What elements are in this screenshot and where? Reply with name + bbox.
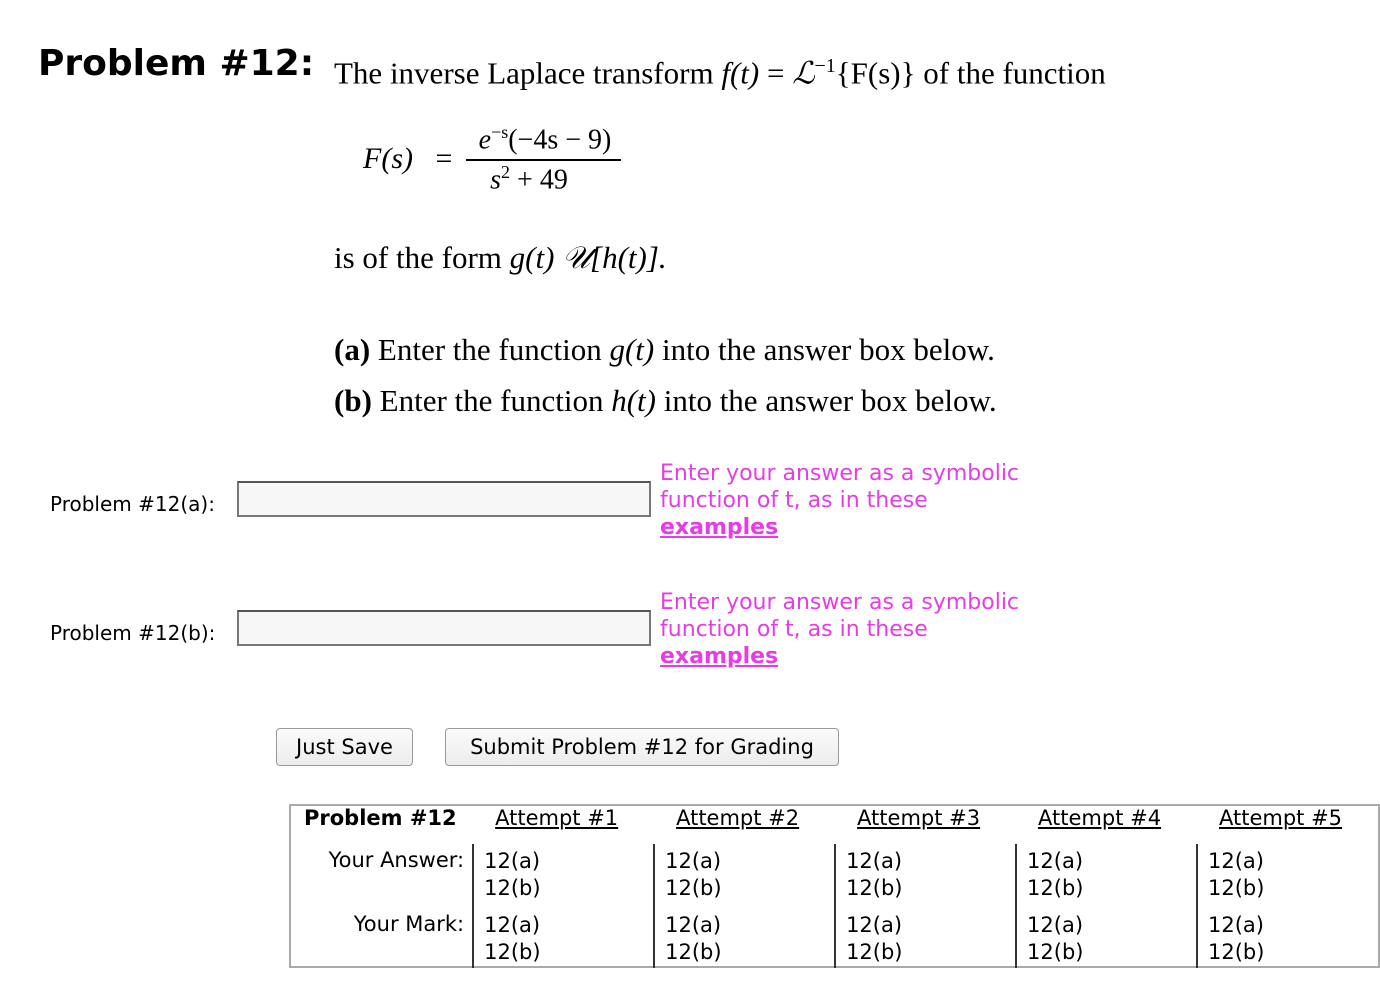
attempt-5-header[interactable]: Attempt #5: [1219, 806, 1343, 830]
attempt-3-answer: [835, 844, 1016, 912]
attempt-3-answer-b: 12(b): [846, 876, 903, 900]
part-a-text-post: into the answer box below.: [661, 332, 995, 367]
intro-text: The inverse Laplace transform: [334, 55, 714, 91]
part-a-instruction: [334, 332, 995, 368]
formula-numerator: [467, 122, 623, 156]
part-a-text-pre: Enter the function: [377, 332, 602, 367]
laplace-symbol: ℒ: [792, 55, 815, 91]
attempt-3-header[interactable]: Attempt #3: [857, 806, 981, 830]
attempt-3-mark: [835, 912, 1016, 967]
part-b-instruction: [334, 383, 997, 419]
part-b-text-post: into the answer box below.: [663, 383, 997, 418]
num-base: e: [478, 124, 492, 156]
attempt-5-mark-a: 12(a): [1208, 913, 1264, 937]
form-text: is of the form: [334, 240, 502, 275]
attempt-1-mark-a: 12(a): [484, 913, 541, 937]
just-save-button[interactable]: Just Save: [276, 728, 413, 766]
attempt-1-mark-b: 12(b): [484, 940, 541, 964]
attempt-2-mark-b: 12(b): [665, 940, 722, 964]
form-expr: g(t) 𝒰[h(t)].: [509, 240, 667, 275]
attempt-5-answer: [1197, 844, 1379, 912]
attempts-table: [289, 804, 1380, 968]
attempt-1-answer-a: 12(a): [484, 849, 541, 873]
attempt-4-mark: [1016, 912, 1197, 967]
attempt-5-mark-b: 12(b): [1208, 940, 1265, 964]
formula-lhs: [363, 142, 452, 176]
formula-eq: =: [435, 142, 453, 175]
answer-hint-a: [660, 460, 1040, 541]
formula-denominator: [467, 162, 591, 196]
attempt-1-answer-b: 12(b): [484, 876, 541, 900]
attempt-2-answer: [654, 844, 835, 912]
attempt-2-mark-a: 12(a): [665, 913, 722, 937]
attempt-5-answer-b: 12(b): [1208, 876, 1265, 900]
den-base: s: [490, 164, 502, 196]
submit-grading-button[interactable]: Submit Problem #12 for Grading: [445, 728, 839, 766]
num-sup: −s: [491, 122, 509, 142]
attempt-4-answer-b: 12(b): [1027, 876, 1084, 900]
intro-end: of the function: [923, 55, 1106, 91]
answer-input-a[interactable]: [237, 481, 651, 517]
attempt-3-mark-b: 12(b): [846, 940, 903, 964]
intro-arg: {F(s)}: [835, 55, 916, 91]
your-mark-label: Your Mark:: [353, 912, 465, 936]
attempt-5-answer-a: 12(a): [1208, 849, 1264, 873]
part-b-label: (b): [334, 383, 372, 418]
attempt-1-header[interactable]: Attempt #1: [495, 806, 619, 830]
attempt-4-header[interactable]: Attempt #4: [1038, 806, 1162, 830]
intro-f: f(t): [721, 55, 760, 91]
hint-text-a: Enter your answer as a symbolic function of t, as in these: [660, 461, 1020, 513]
part-b-text-pre: Enter the function: [379, 383, 604, 418]
attempt-3-answer-a: 12(a): [846, 849, 903, 873]
attempt-2-mark: [654, 912, 835, 967]
fraction-bar: [466, 159, 621, 161]
examples-link-b[interactable]: examples: [660, 644, 779, 669]
hint-text-b: Enter your answer as a symbolic function of t, as in these: [660, 590, 1020, 642]
part-b-fn: h(t): [611, 383, 656, 418]
attempt-4-mark-a: 12(a): [1027, 913, 1084, 937]
attempts-header-row: [290, 805, 1379, 844]
your-answer-row: [290, 844, 1379, 912]
answer-label-a: Problem #12(a):: [50, 492, 215, 516]
num-rest: (−4s − 9): [508, 124, 612, 156]
attempt-2-answer-b: 12(b): [665, 876, 722, 900]
answer-label-b: Problem #12(b):: [50, 621, 216, 645]
your-answer-label: Your Answer:: [328, 848, 465, 872]
attempt-4-answer-a: 12(a): [1027, 849, 1084, 873]
examples-link-a[interactable]: examples: [660, 515, 779, 540]
attempt-4-answer: [1016, 844, 1197, 912]
attempt-1-mark: [473, 912, 654, 967]
den-rest: + 49: [517, 164, 568, 196]
laplace-inverse-sup: −1: [814, 55, 836, 77]
part-a-label: (a): [334, 332, 371, 367]
form-line: [334, 240, 667, 277]
den-sup: 2: [501, 162, 511, 182]
attempts-corner: Problem #12: [304, 806, 457, 830]
part-a-fn: g(t): [609, 332, 655, 367]
attempt-2-header[interactable]: Attempt #2: [676, 806, 800, 830]
formula-lhs-text: F(s): [363, 142, 413, 175]
problem-heading: Problem #12:: [38, 43, 315, 84]
attempt-5-mark: [1197, 912, 1379, 967]
problem-intro: [334, 46, 1106, 93]
intro-eq: =: [766, 55, 785, 91]
attempt-1-answer: [473, 844, 654, 912]
answer-hint-b: [660, 589, 1040, 670]
attempt-3-mark-a: 12(a): [846, 913, 903, 937]
answer-input-b[interactable]: [237, 610, 651, 646]
your-mark-row: [290, 912, 1379, 967]
attempt-4-mark-b: 12(b): [1027, 940, 1084, 964]
attempt-2-answer-a: 12(a): [665, 849, 722, 873]
formula: [363, 122, 643, 202]
